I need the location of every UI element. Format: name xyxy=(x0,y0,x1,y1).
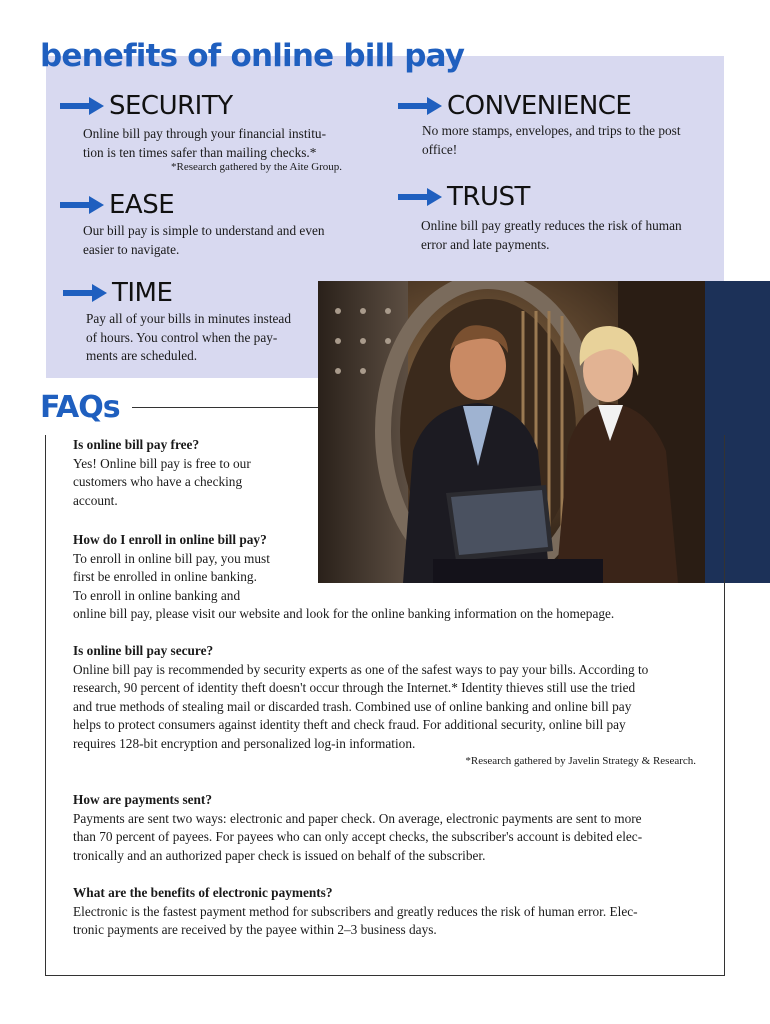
page-title: benefits of online bill pay xyxy=(40,38,465,74)
faq-answer-line: Payments are sent two ways: electronic and paper check. On average, electronic payments are sent to more xyxy=(73,810,642,826)
benefit-ease-heading xyxy=(60,190,174,220)
faq-answer-line: tronic payments are received by the payee within 2–3 business days. xyxy=(73,922,437,937)
faq-answer-line: online bill pay, please visit our website and look for the online banking information on the homepage. xyxy=(73,606,615,621)
benefit-time-line: ments are scheduled. xyxy=(86,348,198,363)
faq-answer-line: than 70 percent of payees. For payees who can only accept checks, the subscriber's account is debited elec- xyxy=(73,829,643,844)
faq-item-secure xyxy=(73,642,713,767)
faq-answer-line: research, 90 percent of identity theft doesn't occur through the Internet.* Identity thieves still use the tried xyxy=(73,680,636,695)
benefit-trust-line: error and late payments. xyxy=(421,236,550,252)
benefit-security-text xyxy=(83,125,383,162)
faq-answer-line: Online bill pay is recommended by security experts as one of the safest ways to pay your bills. According to xyxy=(73,661,649,677)
faq-question: Is online bill pay secure? xyxy=(73,643,214,658)
faq-question: How do I enroll in online bill pay? xyxy=(73,532,267,547)
benefit-time-title: TIME xyxy=(112,278,173,308)
faq-answer-line: first be enrolled in online banking. xyxy=(73,569,257,584)
faq-answer-line: Yes! Online bill pay is free to our xyxy=(73,455,251,471)
faq-answer-line: tronically and an authorized paper check is issued on behalf of the subscriber. xyxy=(73,847,486,863)
faq-item-free xyxy=(73,436,313,510)
faq-answer-line: To enroll in online banking and xyxy=(73,587,241,603)
faq-answer-line: To enroll in online bill pay, you must xyxy=(73,550,270,566)
faq-question: What are the benefits of electronic payments? xyxy=(73,885,333,900)
benefit-ease-line: easier to navigate. xyxy=(83,241,180,257)
right-arrow-icon xyxy=(60,196,104,214)
right-arrow-icon xyxy=(60,97,104,115)
faq-footnote: *Research gathered by Javelin Strategy & Research. xyxy=(465,755,696,767)
faq-item-electronic-benefits xyxy=(73,884,713,940)
benefit-trust-heading xyxy=(398,182,530,212)
right-arrow-icon xyxy=(398,97,442,115)
faq-answer-line: requires 128-bit encryption and personalized log-in information. xyxy=(73,735,416,751)
benefit-time-line: Pay all of your bills in minutes instead xyxy=(86,311,291,326)
right-arrow-icon xyxy=(398,188,442,206)
benefit-ease-line: Our bill pay is simple to understand and even xyxy=(83,223,325,238)
benefit-time-line: of hours. You control when the pay- xyxy=(86,329,278,345)
benefit-trust-title: TRUST xyxy=(447,182,530,212)
faqs-divider xyxy=(132,407,318,408)
benefit-convenience-text xyxy=(422,122,722,159)
benefit-convenience-heading xyxy=(398,91,631,121)
faq-answer-line: and true methods of stealing mail or discarded trash. Combined use of online banking and online bill pay xyxy=(73,698,632,714)
faq-question: How are payments sent? xyxy=(73,792,212,807)
faq-item-enroll xyxy=(73,531,713,624)
right-arrow-icon xyxy=(63,284,107,302)
benefit-trust-line: Online bill pay greatly reduces the risk of human xyxy=(421,218,682,233)
faq-answer-line: helps to protect consumers against identity theft and check fraud. For additional security, online bill pay xyxy=(73,717,626,732)
benefit-ease-text xyxy=(83,222,383,259)
benefit-time-heading xyxy=(63,278,172,308)
faq-question: Is online bill pay free? xyxy=(73,437,200,452)
benefit-trust-text xyxy=(421,217,721,254)
benefit-security-footnote: *Research gathered by the Aite Group. xyxy=(171,161,343,173)
benefit-time-text xyxy=(86,310,316,366)
benefit-security-title: SECURITY xyxy=(109,91,233,121)
benefit-security-line: Online bill pay through your financial institu- xyxy=(83,126,326,141)
faq-answer-line: customers who have a checking xyxy=(73,474,243,489)
benefit-ease-title: EASE xyxy=(109,190,175,220)
benefit-security-line: tion is ten times safer than mailing checks.* xyxy=(83,144,317,160)
benefit-convenience-title: CONVENIENCE xyxy=(447,91,632,121)
faq-answer-line: account. xyxy=(73,492,118,508)
faqs-title: FAQs xyxy=(40,390,120,425)
faq-item-payments-sent xyxy=(73,791,713,865)
benefit-convenience-line: office! xyxy=(422,141,458,157)
faq-answer-line: Electronic is the fastest payment method for subscribers and greatly reduces the risk of human error. Elec- xyxy=(73,903,638,919)
benefit-convenience-line: No more stamps, envelopes, and trips to the post xyxy=(422,123,681,138)
benefit-security-heading xyxy=(60,91,233,121)
